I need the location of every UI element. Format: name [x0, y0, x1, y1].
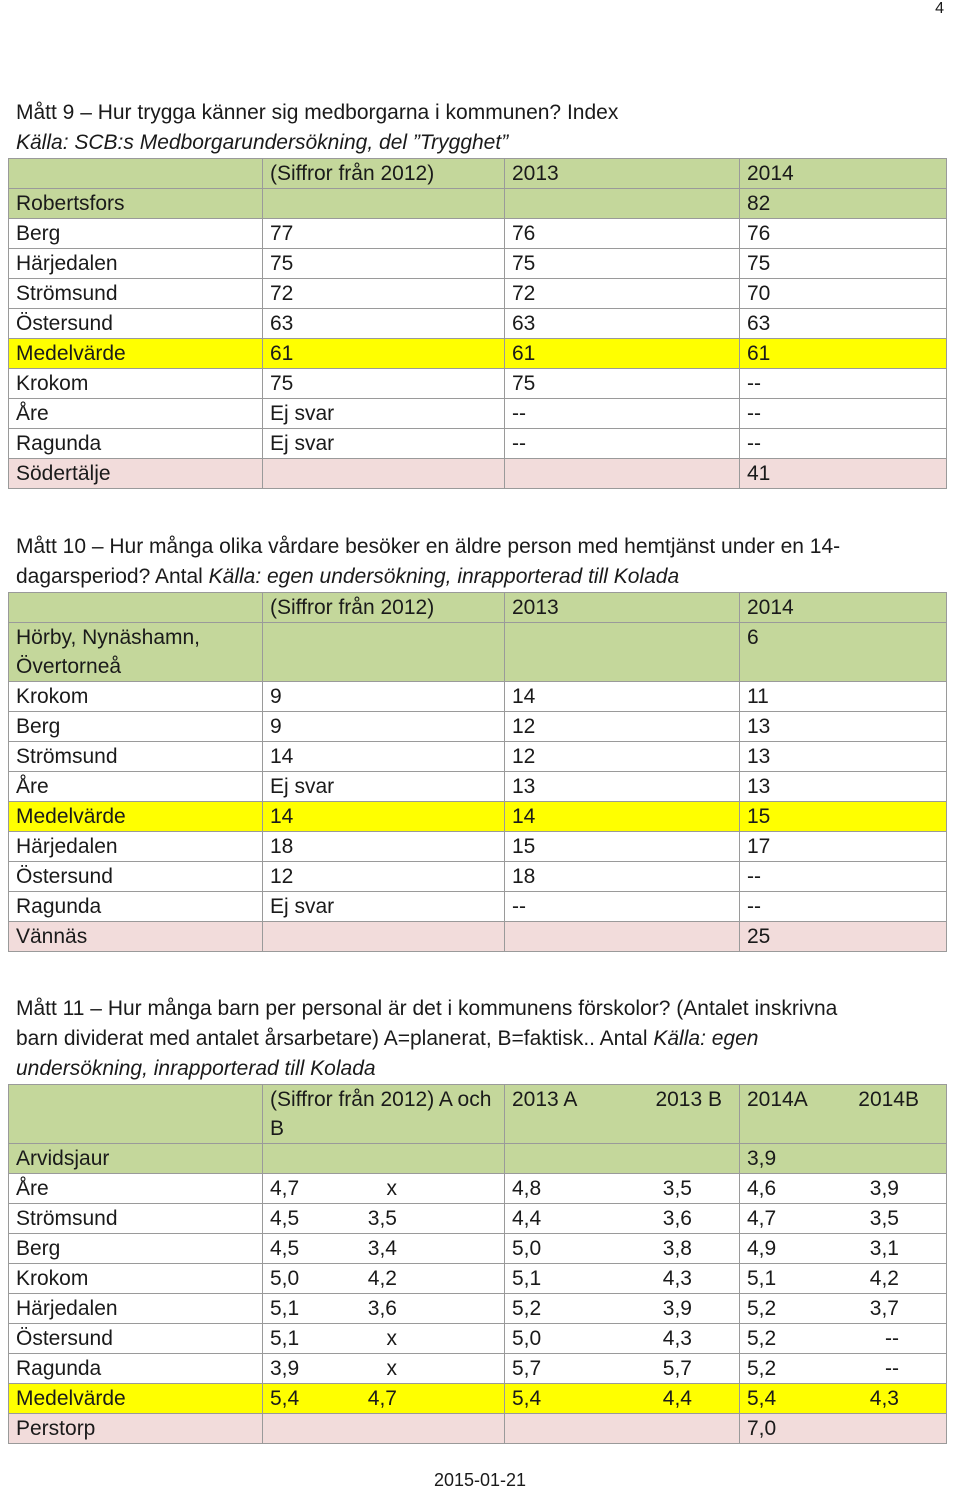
section9-header-cell: (Siffror från 2012)	[263, 159, 505, 189]
table-cell	[505, 623, 740, 682]
row-label: Östersund	[9, 309, 263, 339]
table-cell	[740, 1414, 947, 1444]
page-number: 4	[935, 0, 944, 17]
value-a: 5,4	[747, 1387, 777, 1410]
section9-header-cell: 2014	[740, 159, 947, 189]
row-label: Härjedalen	[9, 832, 263, 862]
value-a: 5,0	[512, 1237, 542, 1260]
table-cell	[263, 1354, 505, 1384]
table-row	[9, 219, 947, 249]
row-label: Perstorp	[9, 1414, 263, 1444]
section9-header-cell	[9, 159, 263, 189]
value-b: 4,2	[367, 1267, 397, 1290]
table-cell	[263, 1324, 505, 1354]
table-cell: 12	[263, 862, 505, 892]
table-row	[9, 772, 947, 802]
table-row	[9, 1174, 947, 1204]
value-a: 5,2	[747, 1327, 777, 1350]
value-a: 5,4	[512, 1387, 542, 1410]
value-b: 3,5	[869, 1207, 899, 1230]
table-cell: 63	[263, 309, 505, 339]
section11-heading	[16, 994, 936, 1084]
table-row	[9, 399, 947, 429]
table-cell	[740, 1204, 947, 1234]
value-b: 3,7	[869, 1297, 899, 1320]
table-row	[9, 369, 947, 399]
table-cell: 75	[263, 249, 505, 279]
value-b: 3,8	[662, 1237, 692, 1260]
table-cell	[263, 1264, 505, 1294]
table-cell: 17	[740, 832, 947, 862]
section10-header-cell: 2013	[505, 593, 740, 623]
section10-title-line1: Mått 10 – Hur många olika vårdare besöker en äldre person med hemtjänst under en 14-	[16, 535, 841, 558]
table-cell: 13	[740, 712, 947, 742]
table-cell	[505, 1384, 740, 1414]
table-cell: --	[740, 429, 947, 459]
table-row	[9, 1354, 947, 1384]
section9-header-row	[9, 159, 947, 189]
table-cell	[263, 1294, 505, 1324]
value-a: 5,1	[747, 1267, 777, 1290]
row-label: Medelvärde	[9, 339, 263, 369]
table-cell	[740, 1144, 947, 1174]
row-label: Östersund	[9, 1324, 263, 1354]
table-row	[9, 712, 947, 742]
table-cell	[505, 1234, 740, 1264]
value-a: 5,4	[270, 1387, 300, 1410]
section11-header-cell	[9, 1085, 263, 1144]
row-label: Hörby, Nynäshamn, Övertorneå	[9, 623, 263, 682]
value-b: 3,6	[662, 1207, 692, 1230]
section10-title-text: dagarsperiod? Antal	[16, 565, 209, 588]
value-b: x	[386, 1177, 397, 1200]
table-cell	[740, 1354, 947, 1384]
value-b: 4,7	[367, 1387, 397, 1410]
value-a: 4,8	[512, 1177, 542, 1200]
section9-title: Mått 9 – Hur trygga känner sig medborgarna i kommunen? Index	[16, 101, 619, 124]
table-cell: 14	[505, 682, 740, 712]
table-row	[9, 279, 947, 309]
table-cell: 9	[263, 712, 505, 742]
section10-table	[8, 592, 947, 952]
table-cell: 75	[263, 369, 505, 399]
table-cell: 13	[505, 772, 740, 802]
table-row	[9, 1234, 947, 1264]
table-cell	[263, 1204, 505, 1234]
table-cell	[505, 922, 740, 952]
value-b: 4,3	[662, 1267, 692, 1290]
table-cell	[740, 1174, 947, 1204]
section11-title-line1: Mått 11 – Hur många barn per personal är det i kommunens förskolor? (Antalet inskrivna	[16, 997, 838, 1020]
table-cell	[740, 1264, 947, 1294]
table-cell	[505, 1294, 740, 1324]
value-b: 3,4	[367, 1237, 397, 1260]
value-b: x	[386, 1357, 397, 1380]
value-a: 5,2	[747, 1357, 777, 1380]
table-cell	[740, 1324, 947, 1354]
row-label: Åre	[9, 772, 263, 802]
table-cell	[505, 459, 740, 489]
table-cell: 63	[740, 309, 947, 339]
table-cell: --	[740, 399, 947, 429]
table-cell: 6	[740, 623, 947, 682]
section11-source-a: Källa: egen	[653, 1027, 759, 1050]
table-cell: 77	[263, 219, 505, 249]
table-cell: Ej svar	[263, 772, 505, 802]
value-a: 4,5	[270, 1237, 300, 1260]
table-cell: 13	[740, 772, 947, 802]
value-b: 3,9	[869, 1177, 899, 1200]
row-label: Robertsfors	[9, 189, 263, 219]
value-a: 4,7	[747, 1207, 777, 1230]
table-cell: Ej svar	[263, 399, 505, 429]
table-row	[9, 459, 947, 489]
value-a: 4,7	[270, 1177, 300, 1200]
value-b: 4,2	[869, 1267, 899, 1290]
section10-heading	[16, 532, 936, 592]
section11-title-text: barn dividerat med antalet årsarbetare) A=planerat, B=faktisk.. Antal	[16, 1027, 654, 1050]
table-cell: Ej svar	[263, 429, 505, 459]
table-cell: 14	[263, 742, 505, 772]
table-cell: 75	[505, 369, 740, 399]
value-b: 5,7	[662, 1357, 692, 1380]
value-a: 5,0	[512, 1327, 542, 1350]
section10-source: Källa: egen undersökning, inrapporterad till Kolada	[208, 565, 680, 588]
row-label: Ragunda	[9, 892, 263, 922]
table-cell: 82	[740, 189, 947, 219]
table-row	[9, 249, 947, 279]
table-cell	[263, 1234, 505, 1264]
section10-header-cell: 2014	[740, 593, 947, 623]
section11-title-line2	[16, 1024, 936, 1054]
table-row	[9, 1204, 947, 1234]
value-a: 4,6	[747, 1177, 777, 1200]
section11-header-2013b: 2013 B	[655, 1088, 722, 1111]
section10-header-cell: (Siffror från 2012)	[263, 593, 505, 623]
table-cell: 14	[505, 802, 740, 832]
value-a: 5,1	[270, 1327, 300, 1350]
table-row	[9, 1414, 947, 1444]
value-a: 5,7	[512, 1357, 542, 1380]
section11-header-2014a: 2014A	[747, 1088, 808, 1111]
table-row	[9, 682, 947, 712]
section10-title-line2	[16, 562, 936, 592]
table-cell: 41	[740, 459, 947, 489]
table-cell: --	[505, 399, 740, 429]
section10-header-row	[9, 593, 947, 623]
footer-date: 2015-01-21	[433, 1470, 527, 1490]
value-b: 3,1	[869, 1237, 899, 1260]
value-a: 5,0	[270, 1267, 300, 1290]
table-cell: 76	[505, 219, 740, 249]
table-row	[9, 1384, 947, 1414]
table-cell	[263, 1384, 505, 1414]
table-row	[9, 832, 947, 862]
section11-header-2013a: 2013 A	[512, 1088, 578, 1111]
row-label: Medelvärde	[9, 802, 263, 832]
value-b: 4,4	[662, 1387, 692, 1410]
table-cell	[505, 1204, 740, 1234]
table-cell: 25	[740, 922, 947, 952]
section11-header-cell	[505, 1085, 740, 1144]
row-label: Åre	[9, 399, 263, 429]
table-cell: 61	[505, 339, 740, 369]
table-cell	[263, 1174, 505, 1204]
section11-table	[8, 1084, 947, 1444]
table-cell: --	[740, 862, 947, 892]
table-cell	[740, 1384, 947, 1414]
value-b: --	[885, 1327, 899, 1350]
section11-source-b: undersökning, inrapporterad till Kolada	[16, 1057, 376, 1080]
section9-heading	[16, 98, 936, 158]
row-label: Härjedalen	[9, 249, 263, 279]
table-cell	[263, 1414, 505, 1444]
section9-source: Källa: SCB:s Medborgarundersökning, del ”Trygghet”	[16, 131, 509, 154]
value-b: 3,6	[367, 1297, 397, 1320]
table-row	[9, 623, 947, 682]
value-b: --	[885, 1357, 899, 1380]
table-row	[9, 1144, 947, 1174]
table-cell: 18	[263, 832, 505, 862]
section9-table	[8, 158, 947, 489]
section9-header-cell: 2013	[505, 159, 740, 189]
table-cell	[505, 1414, 740, 1444]
row-label: Arvidsjaur	[9, 1144, 263, 1174]
table-row	[9, 1264, 947, 1294]
table-row	[9, 892, 947, 922]
section11-header-2014b: 2014B	[858, 1088, 919, 1111]
table-cell: --	[505, 429, 740, 459]
table-cell: 75	[740, 249, 947, 279]
table-cell: 61	[263, 339, 505, 369]
table-cell	[505, 1144, 740, 1174]
table-cell: --	[505, 892, 740, 922]
table-row	[9, 1294, 947, 1324]
table-row	[9, 189, 947, 219]
value-a: 5,2	[747, 1297, 777, 1320]
value-a: 7,0	[747, 1417, 777, 1440]
table-row	[9, 429, 947, 459]
table-cell	[505, 1324, 740, 1354]
table-row	[9, 862, 947, 892]
table-row	[9, 922, 947, 952]
value-b: x	[386, 1327, 397, 1350]
row-label: Ragunda	[9, 1354, 263, 1384]
value-b: 3,5	[367, 1207, 397, 1230]
table-cell	[263, 459, 505, 489]
table-cell	[740, 1294, 947, 1324]
table-cell: 9	[263, 682, 505, 712]
table-cell	[505, 189, 740, 219]
row-label: Härjedalen	[9, 1294, 263, 1324]
table-cell	[263, 1144, 505, 1174]
row-label: Vännäs	[9, 922, 263, 952]
table-cell: 61	[740, 339, 947, 369]
table-cell	[263, 922, 505, 952]
table-cell	[263, 189, 505, 219]
value-a: 4,5	[270, 1207, 300, 1230]
row-label: Östersund	[9, 862, 263, 892]
table-cell: 13	[740, 742, 947, 772]
table-row	[9, 1324, 947, 1354]
row-label: Åre	[9, 1174, 263, 1204]
row-label: Södertälje	[9, 459, 263, 489]
row-label: Ragunda	[9, 429, 263, 459]
row-label: Krokom	[9, 682, 263, 712]
section11-header-cell	[740, 1085, 947, 1144]
value-a: 5,1	[512, 1267, 542, 1290]
table-cell: 18	[505, 862, 740, 892]
row-label: Strömsund	[9, 279, 263, 309]
section11-header-cell: (Siffror från 2012) A och B	[263, 1085, 505, 1144]
value-b: 4,3	[662, 1327, 692, 1350]
table-cell: 70	[740, 279, 947, 309]
table-cell: --	[740, 369, 947, 399]
value-a: 5,1	[270, 1297, 300, 1320]
table-cell: 75	[505, 249, 740, 279]
row-label: Strömsund	[9, 742, 263, 772]
value-a: 3,9	[747, 1147, 777, 1170]
row-label: Medelvärde	[9, 1384, 263, 1414]
table-cell: 12	[505, 712, 740, 742]
table-cell: Ej svar	[263, 892, 505, 922]
table-cell: 11	[740, 682, 947, 712]
table-cell: 63	[505, 309, 740, 339]
table-cell: 72	[263, 279, 505, 309]
table-row	[9, 742, 947, 772]
value-b: 3,5	[662, 1177, 692, 1200]
table-cell	[505, 1174, 740, 1204]
row-label: Strömsund	[9, 1204, 263, 1234]
table-cell: --	[740, 892, 947, 922]
table-cell	[740, 1234, 947, 1264]
value-b: 3,9	[662, 1297, 692, 1320]
table-cell	[263, 623, 505, 682]
table-cell	[505, 1354, 740, 1384]
table-cell: 12	[505, 742, 740, 772]
table-row	[9, 309, 947, 339]
row-label: Berg	[9, 1234, 263, 1264]
row-label: Krokom	[9, 1264, 263, 1294]
row-label: Berg	[9, 219, 263, 249]
table-row	[9, 339, 947, 369]
table-cell: 72	[505, 279, 740, 309]
table-cell: 15	[740, 802, 947, 832]
table-cell	[505, 1264, 740, 1294]
table-row	[9, 802, 947, 832]
value-b: 4,3	[869, 1387, 899, 1410]
row-label: Krokom	[9, 369, 263, 399]
table-cell: 14	[263, 802, 505, 832]
section11-header-row	[9, 1085, 947, 1144]
row-label: Berg	[9, 712, 263, 742]
section10-header-cell	[9, 593, 263, 623]
value-a: 3,9	[270, 1357, 300, 1380]
table-cell: 15	[505, 832, 740, 862]
value-a: 5,2	[512, 1297, 542, 1320]
value-a: 4,9	[747, 1237, 777, 1260]
table-cell: 76	[740, 219, 947, 249]
value-a: 4,4	[512, 1207, 542, 1230]
